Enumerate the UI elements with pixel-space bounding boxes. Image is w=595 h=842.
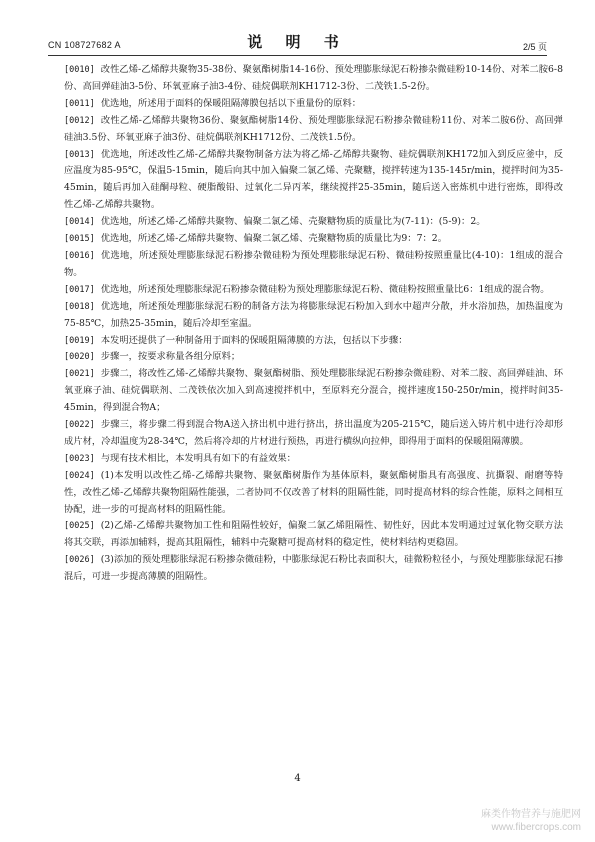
- paragraph-0012: [64, 113, 563, 147]
- paragraph-number: [0012]: [64, 115, 95, 126]
- paragraph-number: [0020]: [64, 352, 95, 363]
- paragraph-number: [0021]: [64, 369, 95, 380]
- paragraph-0020: [64, 349, 563, 366]
- paragraph-number: [0013]: [64, 149, 95, 160]
- page-header: [48, 30, 547, 56]
- paragraph-0021: [64, 366, 563, 417]
- paragraph-0019: [64, 333, 563, 350]
- paragraph-number: [0025]: [64, 521, 95, 532]
- paragraph-text: (2)乙烯-乙烯醇共聚物加工性和阻隔性较好，偏聚二氯乙烯阻隔性、韧性好，因此本发明通过过氧化物交联方法将其交联，再添加辅料，提高其阻隔性，辅料中壳聚糖可提高材料的稳定性，使材料结构更稳固。: [64, 520, 563, 549]
- watermark-site-name: 麻类作物营养与施肥网: [481, 809, 581, 820]
- paragraph-text: 与现有技术相比，本发明具有如下的有益效果：: [100, 452, 296, 464]
- paragraph-0010: [64, 62, 563, 96]
- paragraph-text: 优选地，所述用于面料的保暖阻隔薄膜包括以下重量份的原料：: [100, 97, 362, 109]
- paragraph-number: [0019]: [64, 335, 95, 346]
- paragraph-text: 优选地，所述改性乙烯-乙烯醇共聚物制备方法为将乙烯-乙烯醇共聚物、硅烷偶联剂KH172加入到反应釜中，反应温度为85-95℃，保温5-15min，随后向其中加入偏聚二氯乙烯、壳聚糖，搅拌转速为135-145r/min，搅拌时间为35-45min，随后再加入硅酮母粒、硬脂酸铅、过氧化二异丙苯，继续搅拌25-35min，随后送入密炼机中进行密炼，即得改性乙烯-乙烯醇共聚物。: [64, 148, 563, 211]
- page-indicator: 2/5 页: [522, 42, 547, 52]
- paragraph-number: [0010]: [64, 65, 95, 75]
- paragraph-text: 改性乙烯-乙烯醇共聚物35-38份、聚氨酯树脂14-16份、预处理膨胀绿泥石粉掺杂微硅粉10-14份、对苯二胺6-8份、高回弹硅油3-5份、环氧亚麻子油3-4份、硅烷偶联剂KH1712-3份、二茂铁1.5-2份。: [64, 64, 563, 92]
- paragraph-number: [0026]: [64, 555, 95, 566]
- paragraph-number: [0016]: [64, 250, 95, 261]
- paragraph-0011: [64, 96, 563, 113]
- paragraph-number: [0017]: [64, 284, 95, 295]
- paragraph-text: (3)添加的预处理膨胀绿泥石粉掺杂微硅粉，中膨胀绿泥石粉比表面积大，硅微粉粒径小，与预处理膨胀绿泥石掺混后，可进一步提高薄膜的阻隔性。: [64, 554, 563, 583]
- paragraph-text: 本发明还提供了一种制备用于面料的保暖阻隔薄膜的方法，包括以下步骤：: [100, 334, 408, 346]
- paragraph-0014: [64, 214, 563, 231]
- site-watermark: [481, 808, 581, 834]
- page-number: 4: [294, 773, 301, 784]
- paragraph-number: [0022]: [64, 420, 95, 431]
- page-title: 说 明 书: [247, 33, 348, 51]
- header-divider: [48, 55, 547, 56]
- paragraph-number: [0014]: [64, 217, 95, 228]
- paragraph-0017: [64, 282, 563, 299]
- paragraph-text: 优选地，所述预处理膨胀绿泥石粉掺杂微硅粉为预处理膨胀绿泥石粉、微硅粉按照重量比(4-10)：1组成的混合物。: [64, 249, 563, 278]
- paragraph-0024: [64, 468, 563, 519]
- paragraph-0018: [64, 299, 563, 333]
- paragraph-number: [0011]: [64, 98, 95, 109]
- paragraph-number: [0023]: [64, 453, 95, 464]
- paragraph-text: 优选地，所述乙烯-乙烯醇共聚物、偏聚二氯乙烯、壳聚糖物质的质量比为9：7：2。: [100, 233, 447, 245]
- paragraph-number: [0018]: [64, 301, 95, 312]
- doc-number: CN 108727682 A: [48, 40, 121, 50]
- paragraph-text: 步骤一，按要求称量各组分原料；: [100, 351, 241, 363]
- paragraph-text: 优选地，所述乙烯-乙烯醇共聚物、偏聚二氯乙烯、壳聚糖物质的质量比为(7-11)：(5-9)：2。: [100, 216, 486, 228]
- paragraph-0015: [64, 231, 563, 248]
- paragraph-number: [0024]: [64, 470, 95, 481]
- paragraph-0025: [64, 518, 563, 552]
- paragraph-0022: [64, 417, 563, 451]
- description-body: [64, 62, 563, 586]
- paragraph-0023: [64, 451, 563, 468]
- paragraph-text: 步骤二，将改性乙烯-乙烯醇共聚物、聚氨酯树脂、预处理膨胀绿泥石粉掺杂微硅粉、对苯二胺、高回弹硅油、环氧亚麻子油、硅烷偶联剂、二茂铁依次加入到高速搅拌机中，至原料充分混合，搅拌速度150-250r/min，搅拌时间35-45min，得到混合物A；: [64, 368, 563, 414]
- paragraph-text: 优选地，所述预处理膨胀绿泥石粉的制备方法为将膨胀绿泥石粉加入到水中超声分散，并水浴加热，加热温度为75-85℃，加热25-35min，随后冷却至室温。: [64, 300, 563, 329]
- paragraph-text: 改性乙烯-乙烯醇共聚物36份、聚氨酯树脂14份、预处理膨胀绿泥石粉掺杂微硅粉11份、对苯二胺6份、高回弹硅油3.5份、环氧亚麻子油3份、硅烷偶联剂KH1712份、二茂铁1.5份。: [64, 114, 563, 143]
- paragraph-text: (1)本发明以改性乙烯-乙烯醇共聚物、聚氨酯树脂作为基体原料，聚氨酯树脂具有高强度、抗撕裂、耐磨等特性，改性乙烯-乙烯醇共聚物阻隔性能强，二者协同不仅改善了材料的阻隔性能，同时提高材料的综合性能，原料之间相互协配，进一步的可提高材料的阻隔性能。: [64, 469, 563, 515]
- watermark-url: www.fibercrops.com: [491, 822, 581, 833]
- paragraph-0013: [64, 147, 563, 215]
- paragraph-text: 优选地，所述预处理膨胀绿泥石粉掺杂微硅粉为预处理膨胀绿泥石粉、微硅粉按照重量比6：1组成的混合物。: [100, 283, 550, 295]
- paragraph-0026: [64, 552, 563, 586]
- paragraph-0016: [64, 248, 563, 282]
- paragraph-number: [0015]: [64, 234, 95, 245]
- paragraph-text: 步骤三，将步骤二得到混合物A送入挤出机中进行挤出，挤出温度为205-215℃，随后送入铸片机中进行冷却形成片材，冷却温度为28-34℃，然后将冷却的片材进行预热，再进行横纵向拉伸，即得用于面料的保暖阻隔薄膜。: [64, 419, 563, 447]
